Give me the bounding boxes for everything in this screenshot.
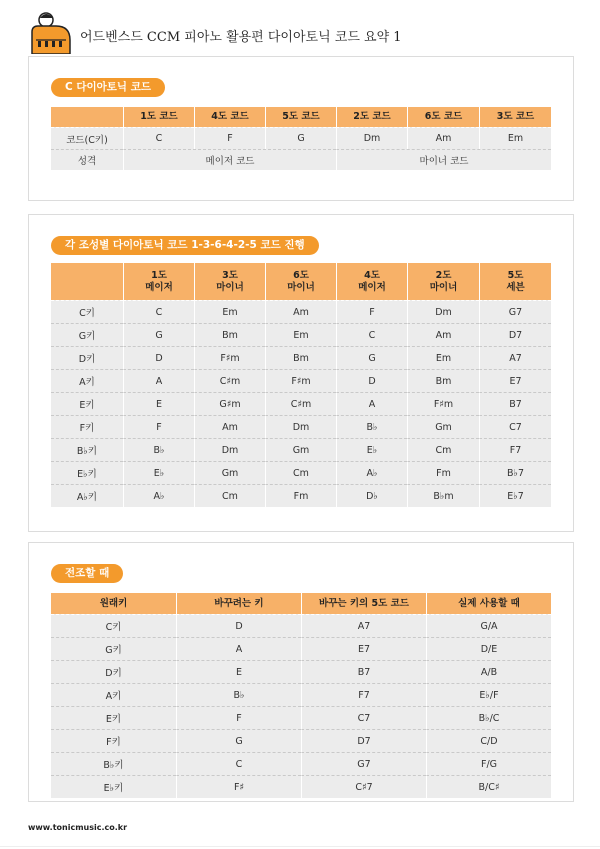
chord-cell: C bbox=[176, 752, 301, 775]
chord-cell: Gm bbox=[194, 461, 265, 484]
row-key-label: G키 bbox=[51, 323, 123, 346]
chord-cell: D bbox=[336, 369, 407, 392]
table-cell: F bbox=[194, 127, 265, 149]
chord-cell: Cm bbox=[407, 438, 479, 461]
chord-cell: F bbox=[176, 706, 301, 729]
chord-cell: B♭ bbox=[123, 438, 194, 461]
chord-cell: G bbox=[176, 729, 301, 752]
chord-cell: Am bbox=[265, 300, 336, 323]
chord-cell: G/A bbox=[426, 614, 551, 637]
table-row bbox=[51, 484, 551, 507]
chord-cell: D bbox=[123, 346, 194, 369]
chord-cell: D♭ bbox=[336, 484, 407, 507]
chord-cell: Fm bbox=[407, 461, 479, 484]
chord-cell: Am bbox=[194, 415, 265, 438]
table-row bbox=[51, 660, 551, 683]
header-cell bbox=[265, 263, 336, 300]
chord-cell: B7 bbox=[479, 392, 551, 415]
chord-cell: Em bbox=[265, 323, 336, 346]
footer-url: www.tonicmusic.co.kr bbox=[28, 823, 128, 832]
row-key-label: D키 bbox=[51, 346, 123, 369]
chord-cell: A/B bbox=[426, 660, 551, 683]
chord-cell: E♭ bbox=[123, 461, 194, 484]
chord-cell: Gm bbox=[407, 415, 479, 438]
chord-cell: Dm bbox=[407, 300, 479, 323]
chord-cell: E bbox=[123, 392, 194, 415]
chord-cell: Bm bbox=[407, 369, 479, 392]
chord-cell: A bbox=[123, 369, 194, 392]
chord-cell: A bbox=[336, 392, 407, 415]
chord-cell: G bbox=[336, 346, 407, 369]
chord-cell: F♯m bbox=[407, 392, 479, 415]
chord-cell: A♭ bbox=[336, 461, 407, 484]
chord-cell: B♭m bbox=[407, 484, 479, 507]
chord-cell: D7 bbox=[301, 729, 426, 752]
table-row bbox=[51, 392, 551, 415]
c-diatonic-table bbox=[51, 107, 551, 170]
header-degree: 6도 bbox=[293, 269, 309, 281]
header-quality: 메이저 bbox=[358, 281, 386, 293]
chord-cell: Cm bbox=[194, 484, 265, 507]
chord-cell: G bbox=[123, 323, 194, 346]
header-degree: 3도 bbox=[222, 269, 238, 281]
table-header-row bbox=[51, 593, 551, 614]
header-quality: 마이너 bbox=[429, 281, 458, 293]
chord-cell: E♭/F bbox=[426, 683, 551, 706]
major-chord-cell: 메이저 코드 bbox=[123, 149, 336, 170]
row-key-label: C키 bbox=[51, 614, 176, 637]
chord-cell: Dm bbox=[194, 438, 265, 461]
chord-cell: C7 bbox=[479, 415, 551, 438]
table-row bbox=[51, 683, 551, 706]
table-row bbox=[51, 461, 551, 484]
chord-cell: A7 bbox=[301, 614, 426, 637]
chord-cell: B♭ bbox=[336, 415, 407, 438]
chord-cell: Am bbox=[407, 323, 479, 346]
row-key-label: C키 bbox=[51, 300, 123, 323]
chord-cell: Gm bbox=[265, 438, 336, 461]
chord-cell: G7 bbox=[479, 300, 551, 323]
chord-cell: C♯m bbox=[265, 392, 336, 415]
table-row bbox=[51, 729, 551, 752]
row-label: 코드(C키) bbox=[51, 127, 123, 149]
chord-cell: B/C♯ bbox=[426, 775, 551, 798]
header-degree: 4도 bbox=[364, 269, 380, 281]
row-key-label: E♭키 bbox=[51, 775, 176, 798]
row-key-label: A♭키 bbox=[51, 484, 123, 507]
chord-cell: B7 bbox=[301, 660, 426, 683]
chord-cell: F bbox=[336, 300, 407, 323]
row-key-label: B♭키 bbox=[51, 752, 176, 775]
header-cell bbox=[51, 263, 123, 300]
header-cell bbox=[51, 107, 123, 127]
table-row bbox=[51, 438, 551, 461]
table-row bbox=[51, 346, 551, 369]
chord-cell: C♯7 bbox=[301, 775, 426, 798]
header-cell bbox=[194, 263, 265, 300]
row-label: 성격 bbox=[51, 149, 123, 170]
header-cell: 3도 코드 bbox=[479, 107, 551, 127]
piano-logo-icon bbox=[26, 10, 72, 54]
row-key-label: A키 bbox=[51, 369, 123, 392]
header-cell: 4도 코드 bbox=[194, 107, 265, 127]
chord-cell: Bm bbox=[194, 323, 265, 346]
row-key-label: E키 bbox=[51, 706, 176, 729]
chord-cell: E bbox=[176, 660, 301, 683]
row-key-label: F키 bbox=[51, 415, 123, 438]
chord-cell: Cm bbox=[265, 461, 336, 484]
chord-cell: Em bbox=[407, 346, 479, 369]
header-quality: 메이저 bbox=[145, 281, 173, 293]
chord-cell: E7 bbox=[479, 369, 551, 392]
header-quality: 세븐 bbox=[506, 281, 525, 293]
chord-cell: C/D bbox=[426, 729, 551, 752]
header-cell: 2도 코드 bbox=[336, 107, 407, 127]
chord-cell: F7 bbox=[301, 683, 426, 706]
chord-cell: F♯ bbox=[176, 775, 301, 798]
key-progression-table bbox=[51, 263, 551, 507]
chord-cell: A7 bbox=[479, 346, 551, 369]
chord-cell: E7 bbox=[301, 637, 426, 660]
header-cell: 바꾸는 키의 5도 코드 bbox=[301, 593, 426, 614]
chord-cell: D7 bbox=[479, 323, 551, 346]
chord-cell: C bbox=[123, 300, 194, 323]
table-cell: G bbox=[265, 127, 336, 149]
divider bbox=[0, 846, 600, 847]
table-row bbox=[51, 706, 551, 729]
chord-cell: A♭ bbox=[123, 484, 194, 507]
table-cell: Am bbox=[407, 127, 479, 149]
row-key-label: E♭키 bbox=[51, 461, 123, 484]
header-cell bbox=[336, 263, 407, 300]
chord-cell: F♯m bbox=[194, 346, 265, 369]
chord-cell: Bm bbox=[265, 346, 336, 369]
header-cell: 5도 코드 bbox=[265, 107, 336, 127]
row-key-label: E키 bbox=[51, 392, 123, 415]
table-row bbox=[51, 415, 551, 438]
header-cell: 바꾸려는 키 bbox=[176, 593, 301, 614]
section-key-progression bbox=[28, 214, 574, 532]
row-key-label: D키 bbox=[51, 660, 176, 683]
chord-cell: B♭/C bbox=[426, 706, 551, 729]
chord-cell: F♯m bbox=[265, 369, 336, 392]
header-cell: 1도 코드 bbox=[123, 107, 194, 127]
chord-cell: F bbox=[123, 415, 194, 438]
table-row bbox=[51, 775, 551, 798]
chord-cell: F7 bbox=[479, 438, 551, 461]
table-cell: Dm bbox=[336, 127, 407, 149]
chord-cell: Em bbox=[194, 300, 265, 323]
header-quality: 마이너 bbox=[216, 281, 244, 293]
chord-cell: D/E bbox=[426, 637, 551, 660]
header-cell: 6도 코드 bbox=[407, 107, 479, 127]
chord-cell: B♭ bbox=[176, 683, 301, 706]
chord-cell: C♯m bbox=[194, 369, 265, 392]
header-degree: 2도 bbox=[435, 269, 452, 281]
table-cell: C bbox=[123, 127, 194, 149]
chord-cell: Dm bbox=[265, 415, 336, 438]
chord-cell: E♭7 bbox=[479, 484, 551, 507]
page-header bbox=[0, 0, 600, 60]
chord-cell: Fm bbox=[265, 484, 336, 507]
header-cell: 실제 사용할 때 bbox=[426, 593, 551, 614]
header-cell bbox=[407, 263, 479, 300]
table-row bbox=[51, 149, 551, 170]
chord-cell: B♭7 bbox=[479, 461, 551, 484]
table-row bbox=[51, 323, 551, 346]
row-key-label: F키 bbox=[51, 729, 176, 752]
row-key-label: B♭키 bbox=[51, 438, 123, 461]
header-degree: 1도 bbox=[151, 269, 167, 281]
section-c-diatonic bbox=[28, 56, 574, 201]
header-degree: 5도 bbox=[507, 269, 524, 281]
section-modulation-label: 전조할 때 bbox=[51, 564, 123, 583]
page-title: 어드벤스드 CCM 피아노 활용편 다이아토닉 코드 요약 1 bbox=[80, 30, 402, 45]
section-modulation bbox=[28, 542, 574, 802]
table-cell: Em bbox=[479, 127, 551, 149]
table-row bbox=[51, 127, 551, 149]
chord-cell: D bbox=[176, 614, 301, 637]
minor-chord-cell: 마이너 코드 bbox=[336, 149, 551, 170]
table-row bbox=[51, 300, 551, 323]
section-c-diatonic-label: C 다이아토닉 코드 bbox=[51, 78, 165, 97]
table-row bbox=[51, 614, 551, 637]
section-key-progression-label: 각 조성별 다이아토닉 코드 1-3-6-4-2-5 코드 진행 bbox=[51, 236, 319, 255]
chord-cell: C bbox=[336, 323, 407, 346]
table-header-row bbox=[51, 263, 551, 300]
modulation-table bbox=[51, 593, 551, 798]
chord-cell: G7 bbox=[301, 752, 426, 775]
header-cell: 원래키 bbox=[51, 593, 176, 614]
chord-cell: F/G bbox=[426, 752, 551, 775]
chord-cell: G♯m bbox=[194, 392, 265, 415]
chord-cell: C7 bbox=[301, 706, 426, 729]
header-quality: 마이너 bbox=[287, 281, 315, 293]
row-key-label: G키 bbox=[51, 637, 176, 660]
header-cell bbox=[479, 263, 551, 300]
header-cell bbox=[123, 263, 194, 300]
table-row bbox=[51, 369, 551, 392]
chord-cell: A bbox=[176, 637, 301, 660]
row-key-label: A키 bbox=[51, 683, 176, 706]
table-row bbox=[51, 637, 551, 660]
table-row bbox=[51, 752, 551, 775]
table-header-row bbox=[51, 107, 551, 127]
chord-cell: E♭ bbox=[336, 438, 407, 461]
